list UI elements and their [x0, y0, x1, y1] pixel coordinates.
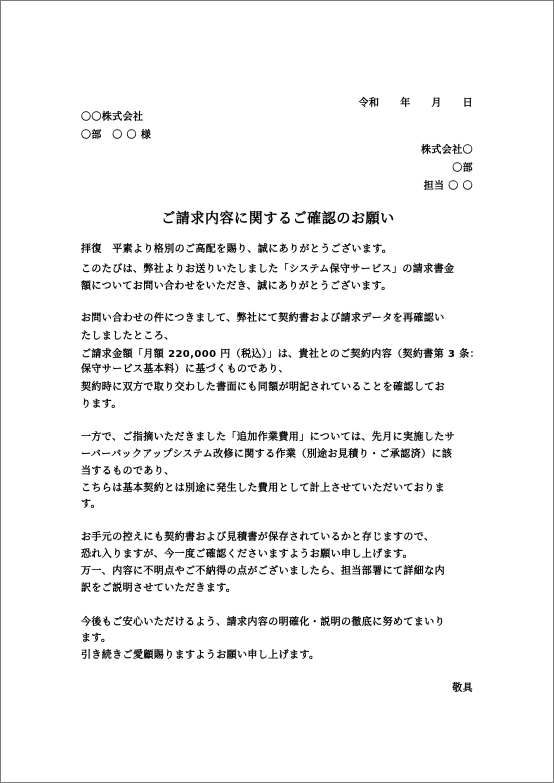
sender-company: 株式会社〇: [421, 145, 473, 156]
body-line: お手元の控えにも契約書および見積書が保存されているかと存じますので、: [81, 532, 435, 543]
body-line: 恐れ入りますが、今一度ご確認くださいますようお願い申し上げます。: [81, 549, 413, 560]
closing: 敬具: [452, 683, 473, 694]
sender-department: 〇部: [452, 163, 473, 174]
recipient-person: 〇部 〇 〇 様: [81, 130, 152, 141]
body-line: す。: [81, 499, 101, 510]
body-line: ーバーバックアップシステム改修に関する作業（別途お見積り・ご承認済）に該: [81, 449, 453, 460]
body-line: 万一、内容に不明点やご不納得の点がございましたら、担当部署にて詳細な内: [81, 566, 445, 577]
body-line: ご請求金額「月額 220,000 円（税込）」は、貴社とのご契約内容（契約書第 3 条：: [81, 349, 481, 360]
body-line: ります。: [81, 399, 122, 410]
body-line: 保守サービス基本料）に基づくものであり、: [81, 364, 289, 375]
body-line: こちらは基本契約とは別途に発生した費用として計上させていただいておりま: [81, 483, 445, 494]
sender-person: 担当 〇 〇: [423, 181, 473, 192]
body-line: 額についてお問い合わせをいただき、誠にありがとうございます。: [81, 281, 392, 292]
body-line: 拝復 平素より格別のご高配を賜り、誠にありがとうございます。: [81, 244, 393, 255]
body-line: ます。: [81, 633, 112, 644]
body-line: 一方で、ご指摘いただきました「追加作業費用」については、先月に実施したサ: [81, 432, 455, 443]
body-line: たしましたところ、: [81, 331, 175, 342]
body-line: 訳をご説明させていただきます。: [81, 583, 237, 594]
date: 令和 年 月 日: [358, 98, 473, 109]
body-line: 今後もご安心いただけるよう、請求内容の明確化・説明の徹底に努めてまいり: [81, 617, 445, 628]
body-line: 当するものであり、: [81, 466, 175, 477]
body-line: 契約時に双方で取り交わした書面にも同額が明記されていることを確認してお: [81, 382, 445, 393]
body-line: 引き続きご愛顧賜りますようお願い申し上げます。: [81, 650, 320, 661]
body-line: お問い合わせの件につきまして、弊社にて契約書および請求データを再確認い: [81, 313, 445, 324]
recipient-company: 〇〇株式会社: [81, 112, 144, 123]
body-line: このたびは、弊社よりお送りいたしました「システム保守サービス」の請求書金: [81, 264, 455, 275]
letter-title: ご請求内容に関するご確認のお願い: [161, 211, 395, 227]
